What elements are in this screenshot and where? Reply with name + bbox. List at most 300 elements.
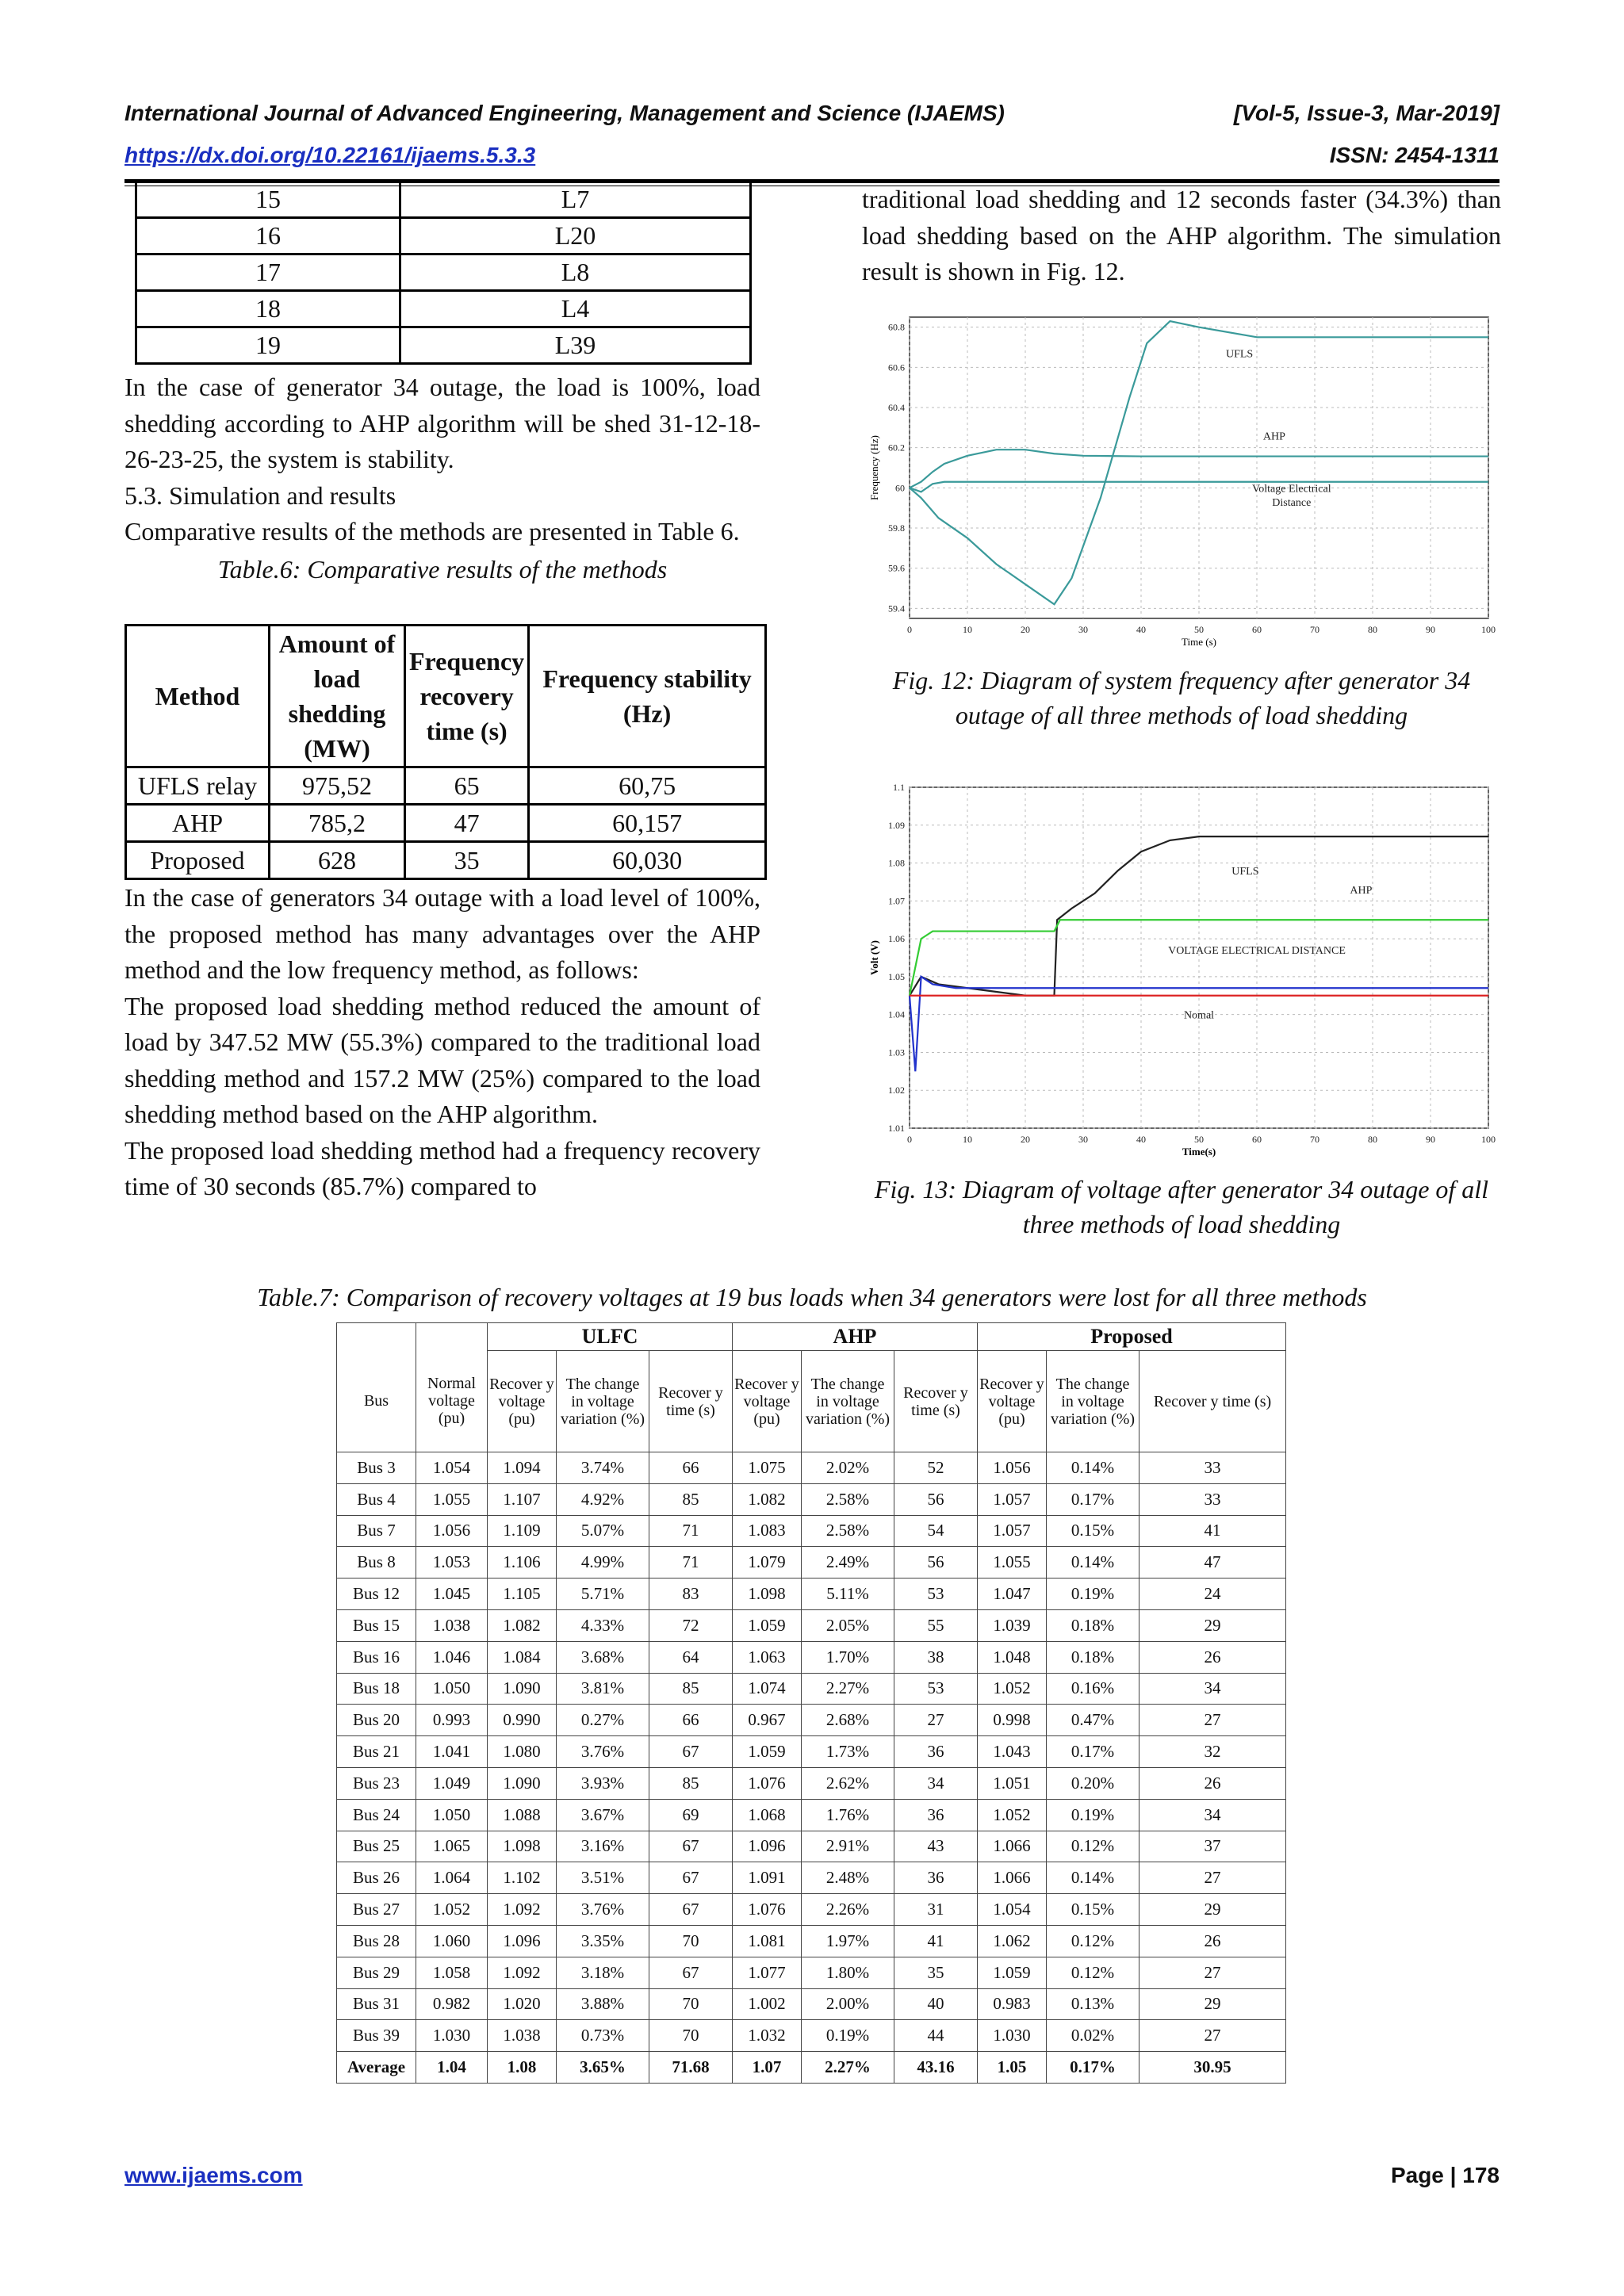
table-cell: 64 [649,1641,733,1673]
table-cell: 1.002 [733,1988,802,2020]
table-cell: 1.047 [978,1578,1047,1610]
table-cell: 71.68 [649,2052,733,2084]
table-cell: 1.098 [488,1831,557,1862]
table-cell: 3.65% [557,2052,649,2084]
table-cell: 1.039 [978,1609,1047,1641]
table-cell: 36 [894,1799,978,1831]
table-row [337,1831,1286,1862]
table-row [337,1547,1286,1578]
fig12-frequency-chart [862,293,1501,666]
table-cell: 33 [1139,1483,1286,1515]
table-cell: 1.083 [733,1515,802,1547]
table-cell: 5.11% [802,1578,894,1610]
table-cell: 0.18% [1047,1609,1139,1641]
table-cell: 1.052 [978,1673,1047,1705]
table-cell: 1.068 [733,1799,802,1831]
table-cell: 1.107 [488,1483,557,1515]
footer-url[interactable]: www.ijaems.com [124,2163,303,2187]
table-cell: 1.075 [733,1452,802,1484]
table-cell: Bus 29 [337,1957,416,1988]
table-cell: 3.76% [557,1894,649,1926]
x-tick-label: 60 [1252,1134,1262,1145]
table-cell: 1.07 [733,2052,802,2084]
table7-caption: Table.7: Comparison of recovery voltages at 19 bus loads when 34 generators were lost for all three methods [257,1283,1367,1311]
table-row [126,805,766,842]
table-cell: 67 [649,1736,733,1768]
table-cell: 0.15% [1047,1515,1139,1547]
table-cell: 60,75 [529,767,766,805]
table-cell: 1.08 [488,2052,557,2084]
table-cell: 0.990 [488,1705,557,1736]
table-cell: 2.27% [802,2052,894,2084]
table-cell: 3.51% [557,1862,649,1894]
x-tick-label: 100 [1481,1134,1496,1145]
table-cell: 0.27% [557,1705,649,1736]
table-cell: 628 [270,842,405,879]
table-cell: 1.096 [733,1831,802,1862]
table-cell: Average [337,2052,416,2084]
table-cell: 1.084 [488,1641,557,1673]
table-cell: 2.62% [802,1767,894,1799]
table-cell: 1.032 [733,2020,802,2052]
table-cell: 26 [1139,1641,1286,1673]
table-cell: 19 [136,327,400,364]
table-cell: 1.020 [488,1988,557,2020]
table-cell: 3.74% [557,1452,649,1484]
table-cell: 2.02% [802,1452,894,1484]
table-cell: 0.14% [1047,1547,1139,1578]
table-cell: Bus 28 [337,1925,416,1957]
table-cell: 55 [894,1609,978,1641]
table-cell: 47 [1139,1547,1286,1578]
table-cell: 0.18% [1047,1641,1139,1673]
table-cell: 70 [649,1988,733,2020]
table-cell: 1.082 [733,1483,802,1515]
table-cell: 0.12% [1047,1925,1139,1957]
table-cell: 26 [1139,1925,1286,1957]
table7-header: Bus [337,1351,416,1452]
table-cell: 0.14% [1047,1862,1139,1894]
table-cell: Bus 31 [337,1988,416,2020]
table7-header: The change in voltage variation (%) [802,1351,894,1452]
table-cell: Proposed [126,842,270,879]
table-cell: 1.04 [416,2052,488,2084]
table-cell: 0.13% [1047,1988,1139,2020]
table-cell: 66 [649,1452,733,1484]
table-cell: 35 [405,842,529,879]
issn: ISSN: 2454-1311 [1329,143,1500,167]
table-cell: 70 [649,2020,733,2052]
table-cell: 41 [1139,1515,1286,1547]
section-heading: 5.3. Simulation and results [124,480,396,510]
table-cell: 56 [894,1483,978,1515]
table-cell: 16 [136,218,400,254]
table-row [337,1609,1286,1641]
table-cell: 785,2 [270,805,405,842]
table-cell: 1.053 [416,1547,488,1578]
paragraph: The proposed load shedding method reduced the amount of load by 347.52 MW (55.3%) compared to the traditional load shedding method and 157.2 MW (25%) compared to the load shedding method based on the AHP algorithm. [124,991,760,1128]
table7-header: Normal voltage (pu) [416,1351,488,1452]
paragraph: The proposed load shedding method had a frequency recovery time of 30 seconds (85.7%) compared to [124,1135,760,1200]
table-cell: 1.057 [978,1483,1047,1515]
table-cell: 0.15% [1047,1894,1139,1926]
table-cell: 71 [649,1547,733,1578]
table-cell: 1.030 [416,2020,488,2052]
table7-header: The change in voltage variation (%) [557,1351,649,1452]
table-cell: 1.056 [978,1452,1047,1484]
table-cell: 69 [649,1799,733,1831]
table-cell: 34 [1139,1673,1286,1705]
table-cell: L20 [400,218,751,254]
table-cell: 1.096 [488,1925,557,1957]
table5-continuation [135,180,752,365]
table-cell: 54 [894,1515,978,1547]
chart-annotation: AHP [1262,430,1285,443]
table-cell: Bus 23 [337,1767,416,1799]
y-tick-label: 1.1 [893,782,905,793]
y-tick-label: 1.08 [888,857,905,869]
table-cell: 18 [136,291,400,327]
doi-link[interactable]: https://dx.doi.org/10.22161/ijaems.5.3.3 [124,143,536,167]
table6-caption: Table.6: Comparative results of the methods [217,554,668,584]
table7-average-row [337,2052,1286,2084]
y-tick-label: 59.4 [888,603,905,614]
table-cell: 1.030 [978,2020,1047,2052]
table-cell: Bus 26 [337,1862,416,1894]
table7-blank [337,1323,416,1351]
y-tick-label: 1.05 [888,970,905,982]
y-tick-label: 1.09 [888,819,905,831]
table-cell: 34 [894,1767,978,1799]
table-cell: 1.059 [733,1609,802,1641]
table7-header: Recover y time (s) [894,1351,978,1452]
table-cell: 0.967 [733,1705,802,1736]
table-row [337,1767,1286,1799]
table-cell: 44 [894,2020,978,2052]
table-row [136,218,751,254]
table-cell: 67 [649,1957,733,1988]
table-cell: 35 [894,1957,978,1988]
table-cell: 0.12% [1047,1831,1139,1862]
chart-annotation: Voltage Electrical [1251,483,1331,496]
table7-group: Proposed [978,1323,1286,1351]
table-cell: Bus 18 [337,1673,416,1705]
table-cell: Bus 27 [337,1894,416,1926]
table-cell: 1.056 [416,1515,488,1547]
table-cell: 67 [649,1894,733,1926]
table-cell: 0.998 [978,1705,1047,1736]
left-column-bottom [124,880,760,1205]
right-column-top [862,182,1501,290]
y-tick-label: 59.6 [888,562,905,574]
table-cell: 1.057 [978,1515,1047,1547]
table-cell: 29 [1139,1894,1286,1926]
x-tick-label: 60 [1252,624,1262,635]
table-cell: 0.983 [978,1988,1047,2020]
x-tick-label: 20 [1021,624,1030,635]
x-tick-label: 90 [1426,624,1435,635]
table-cell: 1.049 [416,1767,488,1799]
table-cell: 1.098 [733,1578,802,1610]
table-cell: 1.090 [488,1673,557,1705]
table-cell: 0.993 [416,1705,488,1736]
table-cell: 38 [894,1641,978,1673]
table-cell: 1.052 [978,1799,1047,1831]
table-cell: 2.00% [802,1988,894,2020]
y-tick-label: 60.4 [888,402,905,413]
table-cell: 1.076 [733,1767,802,1799]
volume-info: [Vol-5, Issue-3, Mar-2019] [1233,101,1500,125]
table-row [337,1925,1286,1957]
paragraph: In the case of generators 34 outage with a load level of 100%, the proposed method has many advantages over the AHP method and the low frequency method, as follows: [124,883,760,984]
journal-header [124,101,1500,126]
table-cell: 27 [894,1705,978,1736]
table-cell: 5.07% [557,1515,649,1547]
table7-header: Recover y time (s) [1139,1351,1286,1452]
table-cell: 3.88% [557,1988,649,2020]
table-cell: 0.19% [1047,1578,1139,1610]
table-row [126,842,766,879]
x-tick-label: 30 [1078,624,1088,635]
table-row [337,1483,1286,1515]
table-cell: 41 [894,1925,978,1957]
y-tick-label: 60.2 [888,442,905,453]
table-cell: 36 [894,1862,978,1894]
page-footer [124,2163,1500,2188]
table-cell: 1.055 [416,1483,488,1515]
table-cell: 1.038 [488,2020,557,2052]
table-cell: 1.064 [416,1862,488,1894]
x-tick-label: 80 [1368,1134,1377,1145]
table-cell: 67 [649,1862,733,1894]
table-row [337,1705,1286,1736]
y-tick-label: 1.04 [888,1008,905,1020]
y-tick-label: 1.06 [888,933,905,945]
table-cell: 1.052 [416,1894,488,1926]
table-cell: 1.051 [978,1767,1047,1799]
table-cell: 3.76% [557,1736,649,1768]
table-cell: 37 [1139,1831,1286,1862]
table7 [336,1322,1286,2084]
table-cell: 1.054 [978,1894,1047,1926]
table-cell: 60,157 [529,805,766,842]
table-cell: 3.35% [557,1925,649,1957]
table-cell: 36 [894,1736,978,1768]
table-cell: L8 [400,254,751,291]
table-cell: 2.26% [802,1894,894,1926]
table-cell: 1.062 [978,1925,1047,1957]
table-cell: 1.054 [416,1452,488,1484]
table-cell: 83 [649,1578,733,1610]
y-tick-label: 60.8 [888,321,905,333]
x-tick-label: 0 [907,1134,912,1145]
table-cell: 4.33% [557,1609,649,1641]
table-cell: 1.092 [488,1957,557,1988]
x-axis-label: Time (s) [1182,636,1216,648]
table-cell: 2.58% [802,1515,894,1547]
table-cell: 0.19% [802,2020,894,2052]
paragraph: traditional load shedding and 12 seconds faster (34.3%) than load shedding based on the AHP algorithm. The simulation result is shown in Fig. 12. [862,185,1501,285]
x-tick-label: 50 [1194,1134,1204,1145]
table-cell: 31 [894,1894,978,1926]
table-cell: 72 [649,1609,733,1641]
table7-group: ULFC [488,1323,733,1351]
paragraph: In the case of generator 34 outage, the load is 100%, load shedding according to AHP algorithm will be shed 31-12-18-26-23-25, the system is stability. [124,373,760,473]
table-cell: 1.050 [416,1799,488,1831]
table-cell: 1.105 [488,1578,557,1610]
table-cell: 1.80% [802,1957,894,1988]
table-cell: 4.99% [557,1547,649,1578]
x-tick-label: 10 [963,1134,972,1145]
x-tick-label: 70 [1310,624,1320,635]
table-cell: 60,030 [529,842,766,879]
table-cell: Bus 12 [337,1578,416,1610]
chart-annotation: VOLTAGE ELECTRICAL DISTANCE [1168,945,1346,958]
table-cell: 0.47% [1047,1705,1139,1736]
table-cell: 0.12% [1047,1957,1139,1988]
chart-annotation: UFLS [1225,348,1254,361]
table-cell: 1.106 [488,1547,557,1578]
table-cell: 3.93% [557,1767,649,1799]
table-cell: Bus 20 [337,1705,416,1736]
table-cell: 1.066 [978,1831,1047,1862]
table-cell: 1.73% [802,1736,894,1768]
table-cell: Bus 16 [337,1641,416,1673]
table-cell: Bus 4 [337,1483,416,1515]
table-cell: 1.059 [978,1957,1047,1988]
table6-header: Method [126,626,270,767]
y-tick-label: 1.01 [888,1123,905,1134]
table-cell: 2.91% [802,1831,894,1862]
table-cell: 56 [894,1547,978,1578]
table-row [337,1641,1286,1673]
x-tick-label: 40 [1136,1134,1146,1145]
chart-annotation: Nomal [1183,1009,1215,1022]
table-row [136,182,751,218]
table-cell: 32 [1139,1736,1286,1768]
table-row [337,1799,1286,1831]
x-tick-label: 90 [1426,1134,1435,1145]
table-cell: 53 [894,1578,978,1610]
table-cell: 1.079 [733,1547,802,1578]
x-tick-label: 10 [963,624,972,635]
table-cell: 65 [405,767,529,805]
table6 [124,624,767,880]
table-cell: 27 [1139,1957,1286,1988]
table-cell: L4 [400,291,751,327]
table-cell: Bus 25 [337,1831,416,1862]
table-cell: Bus 3 [337,1452,416,1484]
table-cell: 85 [649,1483,733,1515]
table-cell: L7 [400,182,751,218]
table-cell: 1.109 [488,1515,557,1547]
x-tick-label: 0 [907,624,912,635]
table-cell: 40 [894,1988,978,2020]
table-cell: 1.076 [733,1894,802,1926]
table-cell: 1.97% [802,1925,894,1957]
table-cell: 1.090 [488,1767,557,1799]
table-cell: 1.059 [733,1736,802,1768]
table-cell: 5.71% [557,1578,649,1610]
table-cell: 1.088 [488,1799,557,1831]
table-cell: 1.038 [416,1609,488,1641]
table-cell: 1.063 [733,1641,802,1673]
table-cell: 0.17% [1047,2052,1139,2084]
table-cell: 70 [649,1925,733,1957]
table-cell: 3.18% [557,1957,649,1988]
table-cell: 0.16% [1047,1673,1139,1705]
table-cell: Bus 7 [337,1515,416,1547]
table7-group: AHP [733,1323,978,1351]
table-cell: 0.17% [1047,1736,1139,1768]
table-cell: UFLS relay [126,767,270,805]
table-cell: 0.02% [1047,2020,1139,2052]
table7-blank [416,1323,488,1351]
table-cell: 66 [649,1705,733,1736]
table-cell: 26 [1139,1767,1286,1799]
table-row [337,1988,1286,2020]
table-cell: 0.17% [1047,1483,1139,1515]
table-cell: 1.077 [733,1957,802,1988]
x-tick-label: 30 [1078,1134,1088,1145]
table-row [337,1862,1286,1894]
table-cell: 1.76% [802,1799,894,1831]
table-cell: 1.081 [733,1925,802,1957]
table-row [337,1578,1286,1610]
table6-header: Frequency stability (Hz) [529,626,766,767]
table-cell: Bus 39 [337,2020,416,2052]
table-cell: 2.27% [802,1673,894,1705]
table-cell: 1.066 [978,1862,1047,1894]
table-cell: AHP [126,805,270,842]
chart-annotation: AHP [1350,884,1373,897]
table-cell: Bus 21 [337,1736,416,1768]
table-row [136,291,751,327]
table-cell: 27 [1139,1862,1286,1894]
table-cell: Bus 24 [337,1799,416,1831]
table-row [337,2020,1286,2052]
table-cell: L39 [400,327,751,364]
chart-annotation: Distance [1272,497,1312,510]
x-tick-label: 70 [1310,1134,1320,1145]
table-row [337,1452,1286,1484]
table-cell: 3.67% [557,1799,649,1831]
table-cell: 1.046 [416,1641,488,1673]
journal-title: International Journal of Advanced Engineering, Management and Science (IJAEMS) [124,101,1005,125]
y-tick-label: 59.8 [888,522,905,534]
x-tick-label: 20 [1021,1134,1030,1145]
table7-header: Recover y voltage (pu) [488,1351,557,1452]
table-cell: 1.092 [488,1894,557,1926]
table-cell: 1.074 [733,1673,802,1705]
table-cell: 52 [894,1452,978,1484]
table-cell: 71 [649,1515,733,1547]
x-tick-label: 40 [1136,624,1146,635]
x-tick-label: 100 [1481,624,1496,635]
table-cell: 24 [1139,1578,1286,1610]
y-axis-label: Volt (V) [868,940,880,975]
table-cell: 1.094 [488,1452,557,1484]
y-tick-label: 1.02 [888,1085,905,1096]
table-row [337,1894,1286,1926]
table6-header: Amount of load shedding (MW) [270,626,405,767]
table-cell: 1.043 [978,1736,1047,1768]
table-cell: 43 [894,1831,978,1862]
table-cell: 975,52 [270,767,405,805]
table-cell: 1.065 [416,1831,488,1862]
table-row [337,1515,1286,1547]
table-cell: 1.05 [978,2052,1047,2084]
